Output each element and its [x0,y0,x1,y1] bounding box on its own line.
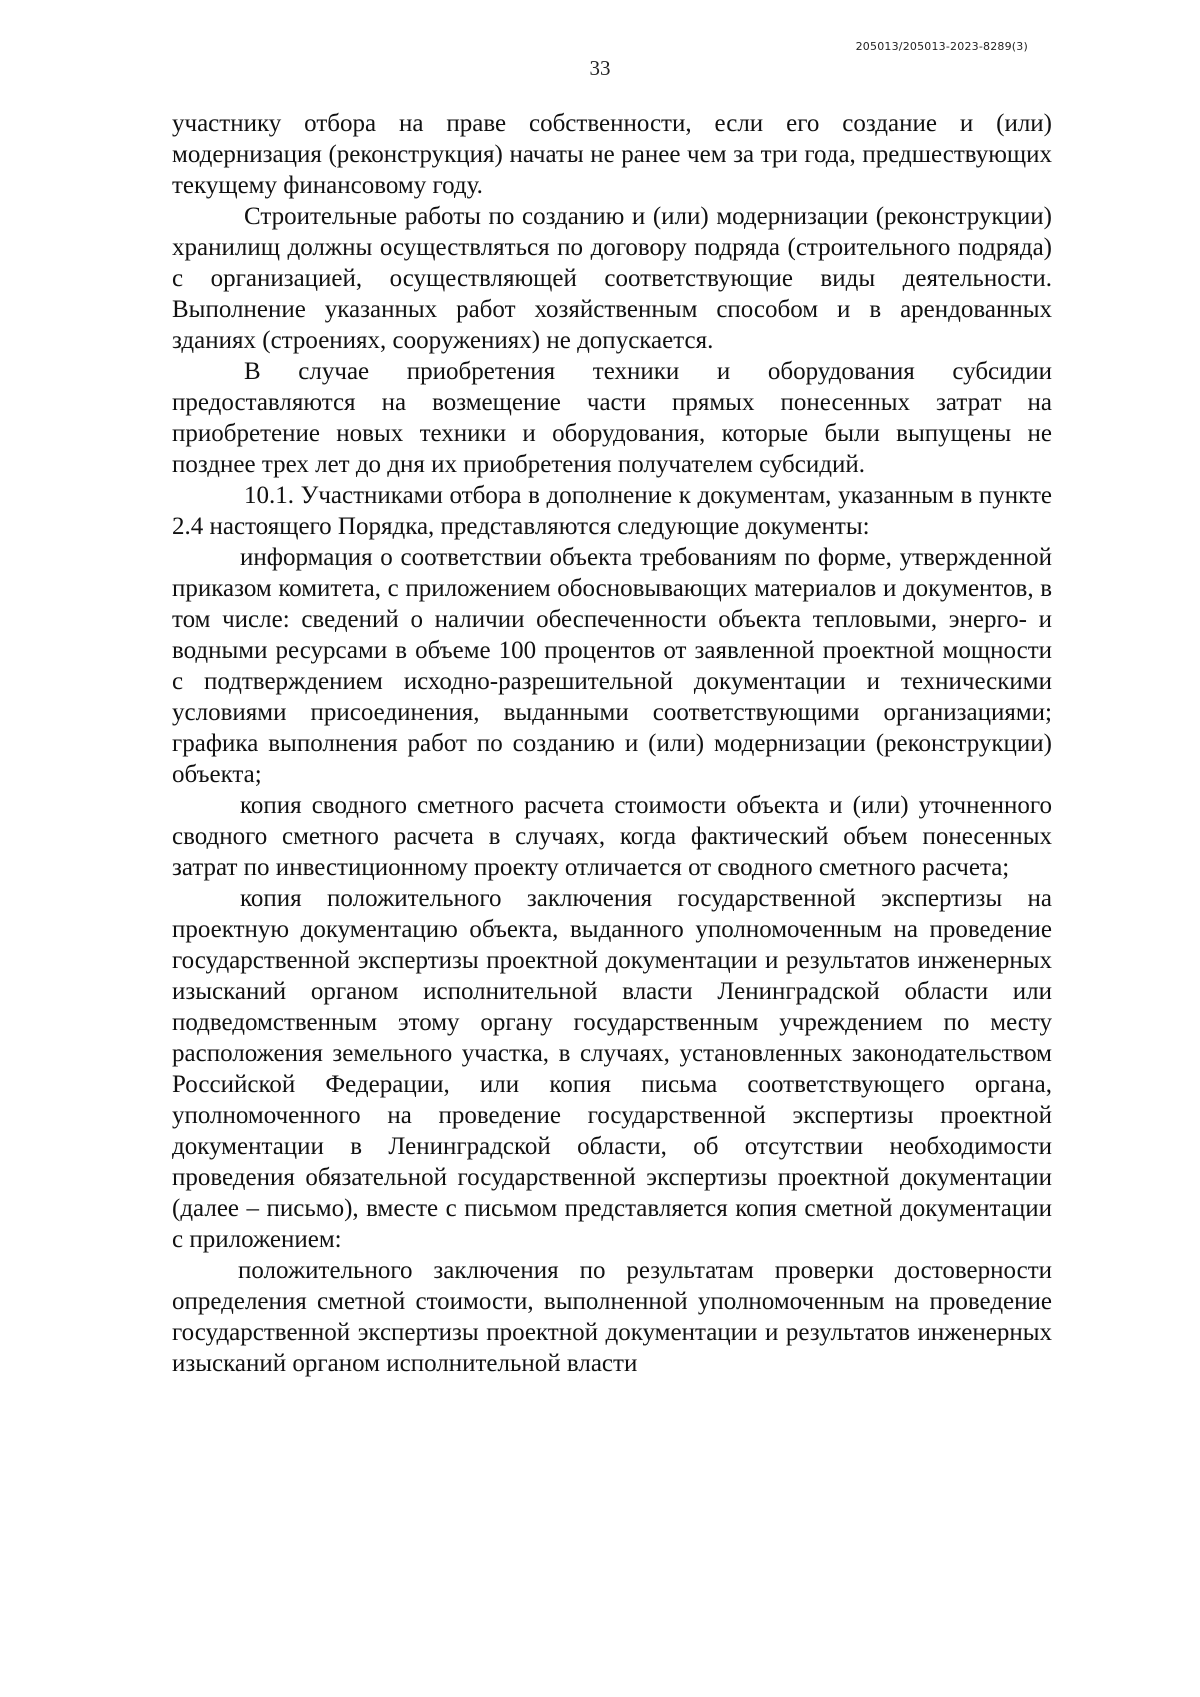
page-number: 33 [589,56,611,80]
paragraph-ownership-continuation: участнику отбора на праве собственности, если его создание и (или) модернизация (реконструкция) начаты не ранее чем за три года, предшествующих текущему финансовому году. [172,110,1052,199]
paragraph-construction-works: Строительные работы по созданию и (или) модернизации (реконструкции) хранилищ должны осуществляться по договору подряда (строительного подряда) с организацией, осуществляющей соответствующие виды деятельности. Выполнение указанных работ хозяйственным способом и в арендованных зданиях (строениях, сооружениях) не допускается. [172,203,1052,354]
document-registration-number: 205013/205013-2023-8289(3) [855,40,1028,53]
paragraph-equipment-purchase: В случае приобретения техники и оборудования субсидии предоставляются на возмещение части прямых понесенных затрат на приобретение новых техники и оборудования, которые были выпущены не позднее трех лет до дня их приобретения получателем субсидий. [172,358,1052,478]
paragraph-object-compliance-info: информация о соответствии объекта требованиям по форме, утвержденной приказом комитета, с приложением обосновывающих материалов и документов, в том числе: сведений о наличии обеспеченности объекта тепловыми, энерго- и водными ресурсами в объеме 100 процентов от заявленной проектной мощности с подтверждением исходно-разрешительной документации и техническими условиями присоединения, выданными соответствующими организациями; графика выполнения работ по созданию и (или) модернизации (реконструкции) объекта; [172,544,1052,788]
paragraph-clause-10-1: 10.1. Участниками отбора в дополнение к документам, указанным в пункте 2.4 настоящего Порядка, представляются следующие документы: [172,482,1052,540]
document-body [172,108,1052,1379]
paragraph-state-expertise-copy: копия положительного заключения государственной экспертизы на проектную документацию объекта, выданного уполномоченным на проведение государственной экспертизы проектной документации и результатов инженерных изысканий органом исполнительной власти Ленинградской области или подведомственным этому органу государственным учреждением по месту расположения земельного участка, в случаях, установленных законодательством Российской Федерации, или копия письма соответствующего органа, уполномоченного на проведение государственной экспертизы проектной документации в Ленинградской области, об отсутствии необходимости проведения обязательной государственной экспертизы проектной документации (далее – письмо), вместе с письмом представляется копия сметной документации с приложением: [172,885,1052,1253]
paragraph-cost-estimate-copy: копия сводного сметного расчета стоимости объекта и (или) уточненного сводного сметного расчета в случаях, когда фактический объем понесенных затрат по инвестиционному проекту отличается от сводного сметного расчета; [172,792,1052,881]
paragraph-estimate-verification: положительного заключения по результатам проверки достоверности определения сметной стоимости, выполненной уполномоченным на проведение государственной экспертизы проектной документации и результатов инженерных изысканий органом исполнительной власти [172,1257,1052,1377]
